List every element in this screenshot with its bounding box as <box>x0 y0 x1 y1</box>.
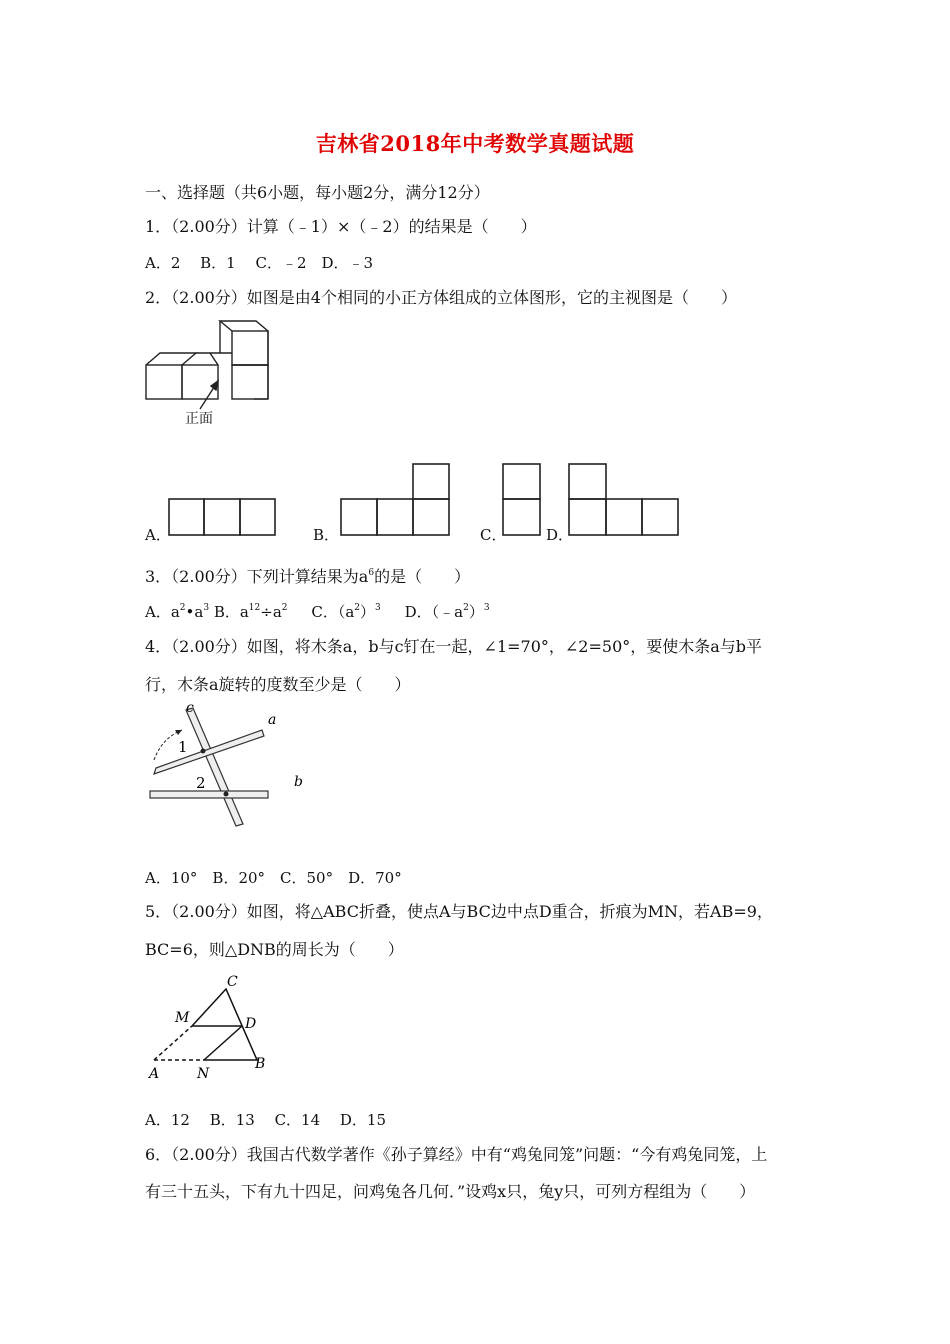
q3-a-e1: 2 <box>179 603 186 613</box>
question-2-stem: 2．（2.00分）如图是由4个相同的小正方体组成的立体图形，它的主视图是（ ） <box>145 288 737 307</box>
triangle-figure <box>145 968 275 1083</box>
option-b-figure <box>340 463 452 537</box>
q3-d-e2: 3 <box>483 603 490 613</box>
question-1-stem: 1．（2.00分）计算（﹣1）×（﹣2）的结果是（ ） <box>145 217 537 236</box>
option-b-label: B． <box>313 526 340 544</box>
label-b: b <box>294 774 303 790</box>
section-heading: 一、选择题（共6小题，每小题2分，满分12分） <box>145 183 490 202</box>
label-N: N <box>197 1066 210 1082</box>
q3-c-close: ） <box>360 603 376 621</box>
front-label: 正面 <box>185 411 213 427</box>
cube-figure <box>140 315 280 435</box>
q3-b-mid: ÷a <box>260 603 282 621</box>
label-C: C <box>227 974 238 990</box>
question-6-line-2: 有三十五头，下有九十四足，问鸡兔各几何．”设鸡x只，兔y只，可列方程组为（ ） <box>145 1182 756 1201</box>
question-5-options: A．12 B．13 C．14 D．15 <box>145 1111 387 1129</box>
label-a: a <box>268 712 277 728</box>
q3-b: B．a <box>213 603 249 621</box>
option-a-label: A． <box>145 526 171 544</box>
label-B: B <box>255 1056 266 1072</box>
question-5-line-2: BC=6，则△DNB的周长为（ ） <box>145 940 404 959</box>
q3-stem-pre: 3．（2.00分）下列计算结果为a <box>145 567 369 586</box>
label-A: A <box>149 1066 160 1082</box>
q3-b-e1: 12 <box>248 603 261 613</box>
q3-stem-exp: 6 <box>368 568 375 578</box>
question-1-options: A．2 B．1 C．﹣2 D．﹣3 <box>145 254 374 272</box>
q3-stem-post: 的是（ ） <box>374 567 471 586</box>
question-4-line-2: 行，木条a旋转的度数至少是（ ） <box>145 675 411 694</box>
angle-1-label: 1 <box>178 738 188 756</box>
label-c: c <box>186 700 194 716</box>
question-4-options: A．10° B．20° C．50° D．70° <box>145 869 402 887</box>
q3-a-e2: 3 <box>203 603 210 613</box>
sticks-figure <box>140 700 303 840</box>
option-d-label: D． <box>546 526 574 544</box>
q3-b-e2: 2 <box>281 603 288 613</box>
page-title: 吉林省2018年中考数学真题试题 <box>315 131 635 156</box>
question-5-line-1: 5．（2.00分）如图，将△ABC折叠，使点A与BC边中点D重合，折痕为MN，若AB=9， <box>145 902 773 921</box>
q3-c-e2: 3 <box>375 603 381 613</box>
option-a-figure <box>168 498 278 538</box>
question-3-stem <box>145 567 470 587</box>
q3-c: C．（a <box>311 603 355 621</box>
label-M: M <box>175 1010 190 1026</box>
q3-d-e1: 2 <box>463 603 469 613</box>
question-6-line-1: 6．（2.00分）我国古代数学著作《孙子算经》中有“鸡兔同笼”问题：“今有鸡兔同笼，上 <box>145 1145 768 1164</box>
label-D: D <box>245 1016 257 1032</box>
question-3-options <box>145 602 490 622</box>
q3-a-mid: •a <box>185 603 204 621</box>
option-c-label: C． <box>480 526 507 544</box>
question-4-line-1: 4．（2.00分）如图，将木条a，b与c钉在一起，∠1=70°，∠2=50°，要使木条a与b平 <box>145 637 763 656</box>
option-c-figure <box>502 463 544 537</box>
option-d-figure <box>568 463 682 537</box>
q3-a: A．a <box>145 603 180 621</box>
q3-c-e1: 2 <box>354 603 360 613</box>
q3-d: D．（﹣a <box>404 603 464 621</box>
q3-d-close: ） <box>468 603 484 621</box>
angle-2-label: 2 <box>196 774 206 792</box>
